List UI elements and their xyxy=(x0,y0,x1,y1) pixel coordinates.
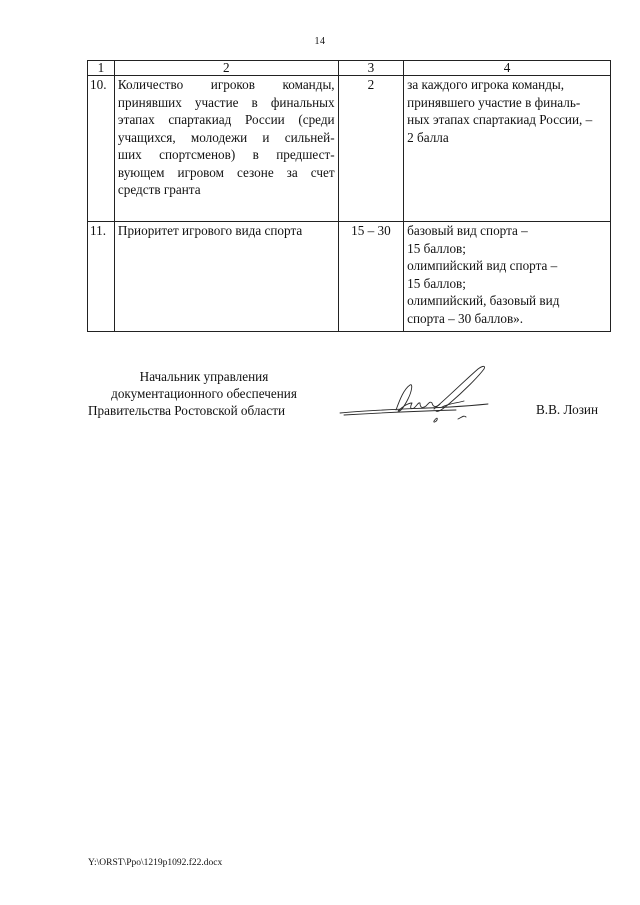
scoring-cell xyxy=(404,76,611,222)
header-cell-1: 1 xyxy=(88,61,115,76)
scoring-cell xyxy=(404,222,611,332)
scoring-line: 15 баллов; xyxy=(407,240,466,256)
row-number: 10. xyxy=(88,76,115,222)
header-cell-2: 2 xyxy=(114,61,338,76)
criterion-line: вующем игровом сезоне за счет xyxy=(117,164,335,180)
criterion-line: этапах спартакиад России (среди xyxy=(117,112,335,127)
signer-name: В.В. Лозин xyxy=(536,402,599,417)
scoring-line: 2 балла xyxy=(407,129,449,145)
criterion-cell xyxy=(114,222,338,332)
criteria-table xyxy=(87,60,611,332)
scoring-line: олимпийский вид спорта – xyxy=(407,258,558,273)
position-line: Начальник управления xyxy=(139,369,269,384)
signatory-position xyxy=(88,368,320,419)
handwritten-signature xyxy=(338,363,498,429)
scoring-line: за каждого игрока команды, xyxy=(407,77,565,92)
criterion-line: Количество игроков команды, xyxy=(117,77,335,92)
table-row xyxy=(88,76,611,222)
position-line: Правительства Ростовской области xyxy=(88,403,286,418)
table-header-row xyxy=(88,61,611,76)
scoring-line: спорта – 30 баллов». xyxy=(407,310,524,326)
criterion-line: ших спортсменов) в предшест- xyxy=(117,147,335,162)
position-line: документационного обеспечения xyxy=(111,386,297,401)
scoring-line: ных этапах спартакиад России, – xyxy=(407,112,593,127)
criterion-line: учащихся, молодежи и сильней- xyxy=(117,129,335,145)
scoring-line: принявшего участие в финаль- xyxy=(407,94,581,110)
footer-file-path: Y:\ORST\Ppo\1219p1092.f22.docx xyxy=(88,858,223,868)
header-cell-3: 3 xyxy=(338,61,404,76)
points-cell: 15 – 30 xyxy=(338,222,404,332)
scoring-line: олимпийский, базовый вид xyxy=(407,293,560,308)
criterion-line: Приоритет игрового вида спорта xyxy=(117,223,303,238)
criterion-cell xyxy=(114,76,338,222)
header-cell-4: 4 xyxy=(404,61,611,76)
table-row xyxy=(88,222,611,332)
page-number: 14 xyxy=(314,36,326,47)
scoring-line: 15 баллов; xyxy=(407,275,466,291)
scoring-line: базовый вид спорта – xyxy=(407,223,528,238)
criterion-line: принявших участие в финальных xyxy=(117,94,335,110)
points-cell: 2 xyxy=(338,76,404,222)
criterion-line: средств гранта xyxy=(117,182,201,197)
row-number: 11. xyxy=(88,222,115,332)
